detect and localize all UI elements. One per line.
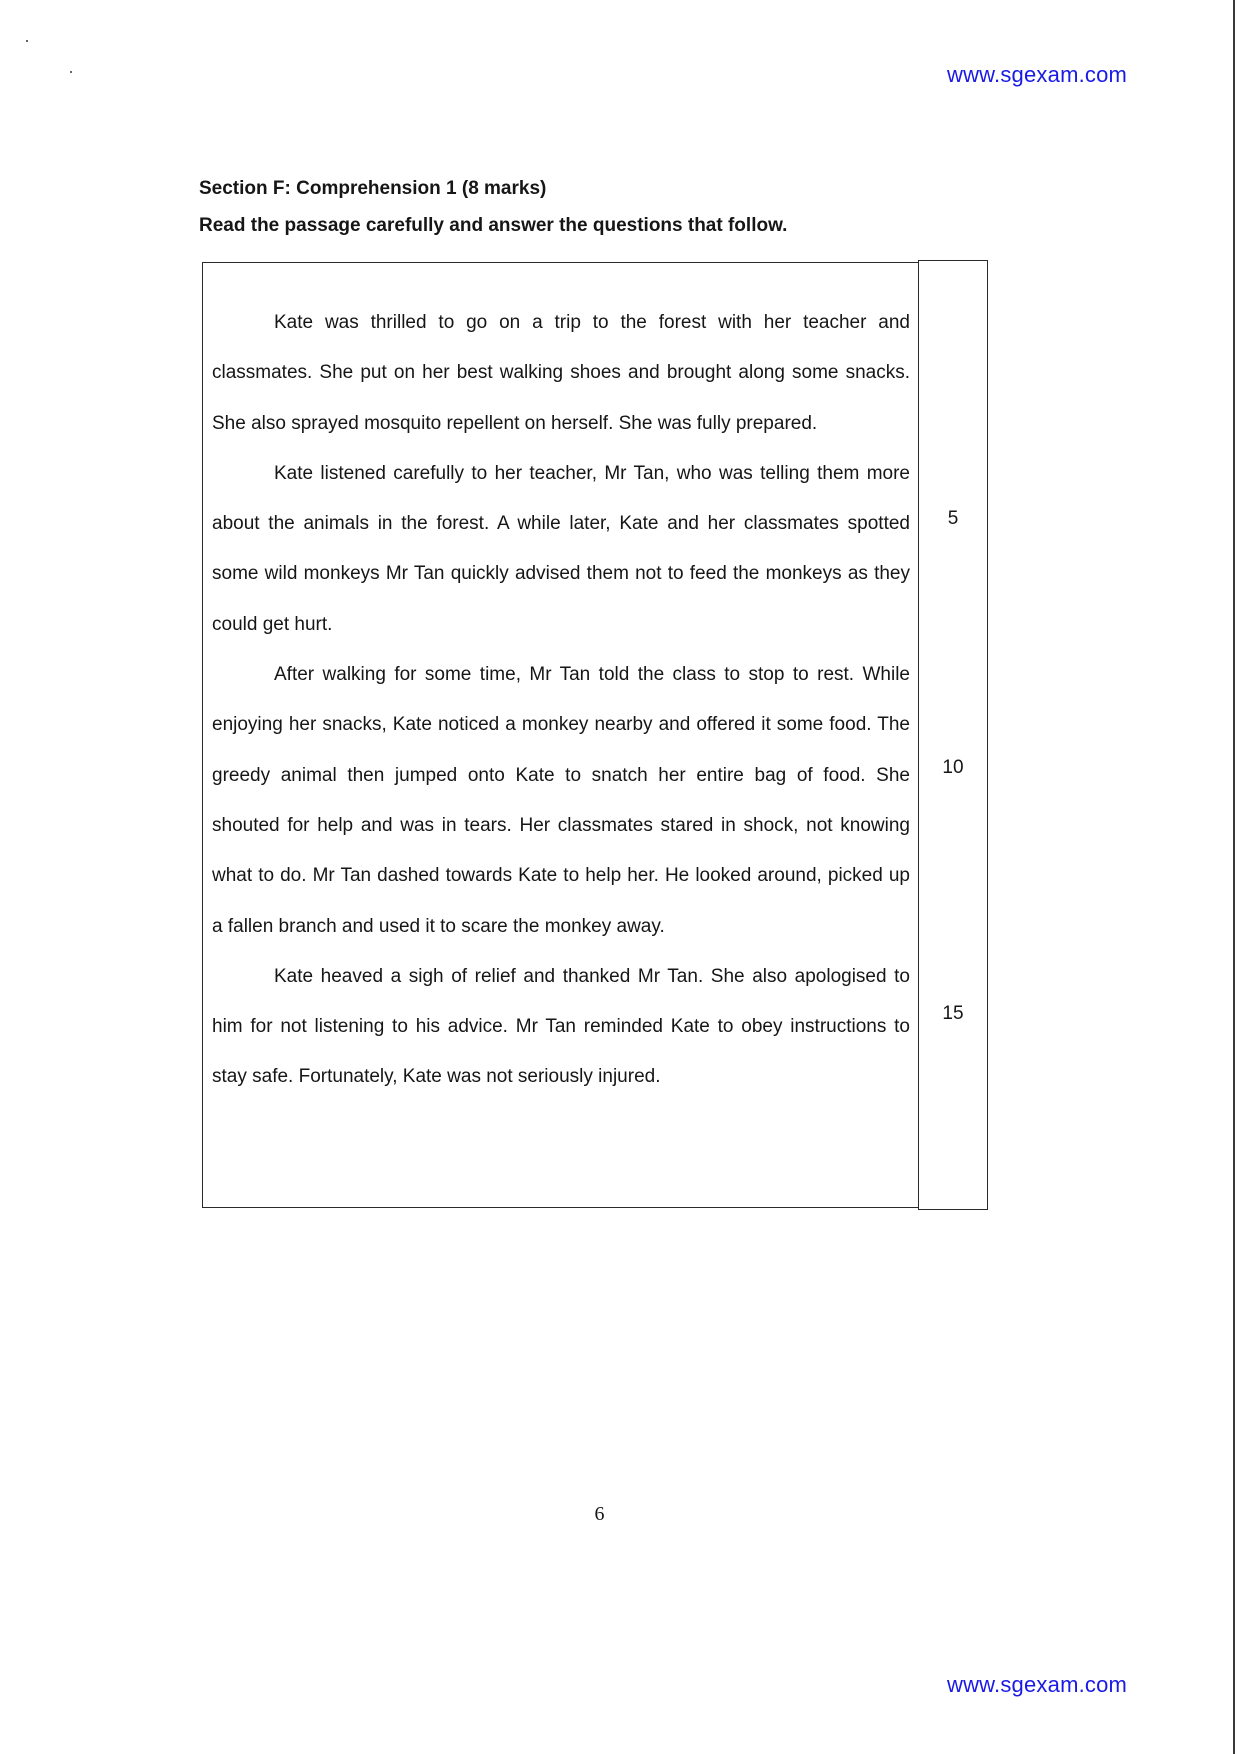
line-number-15: 15 — [942, 1003, 964, 1024]
watermark-top[interactable]: www.sgexam.com — [947, 62, 1128, 87]
section-title: Section F: Comprehension 1 (8 marks) — [199, 178, 547, 199]
line-number-column — [918, 260, 988, 1210]
passage — [212, 298, 910, 1103]
instruction: Read the passage carefully and answer the questions that follow. — [199, 215, 788, 236]
scan-speck — [26, 40, 28, 42]
scan-speck — [70, 71, 72, 73]
page-number: 6 — [594, 1503, 605, 1525]
page-edge — [1233, 0, 1235, 1754]
line-number-5: 5 — [947, 508, 959, 529]
line-number-10: 10 — [942, 757, 964, 778]
passage-paragraph-4: Kate heaved a sigh of relief and thanked Mr Tan. She also apologised to him for not listening to his advice. Mr Tan reminded Kate to obey instructions to stay safe. Fortunately, Kate was not seriously injured. — [212, 965, 910, 1088]
watermark-bottom[interactable]: www.sgexam.com — [947, 1672, 1128, 1697]
passage-paragraph-1: Kate was thrilled to go on a trip to the forest with her teacher and classmates. She put on her best walking shoes and brought along some snacks. She also sprayed mosquito repellent on herself. She was fully prepared. — [212, 312, 910, 434]
passage-paragraph-2: Kate listened carefully to her teacher, Mr Tan, who was telling them more about the animals in the forest. A while later, Kate and her classmates spotted some wild monkeys Mr Tan quickly advised them not to feed the monkeys as they could get hurt. — [212, 462, 910, 635]
passage-paragraph-3: After walking for some time, Mr Tan told the class to stop to rest. While enjoying her snacks, Kate noticed a monkey nearby and offered it some food. The greedy animal then jumped onto Kate to snatch her entire bag of food. She shouted for help and was in tears. Her classmates stared in shock, not knowing what to do. Mr Tan dashed towards Kate to help her. He looked around, picked up a fallen branch and used it to scare the monkey away. — [212, 664, 910, 937]
